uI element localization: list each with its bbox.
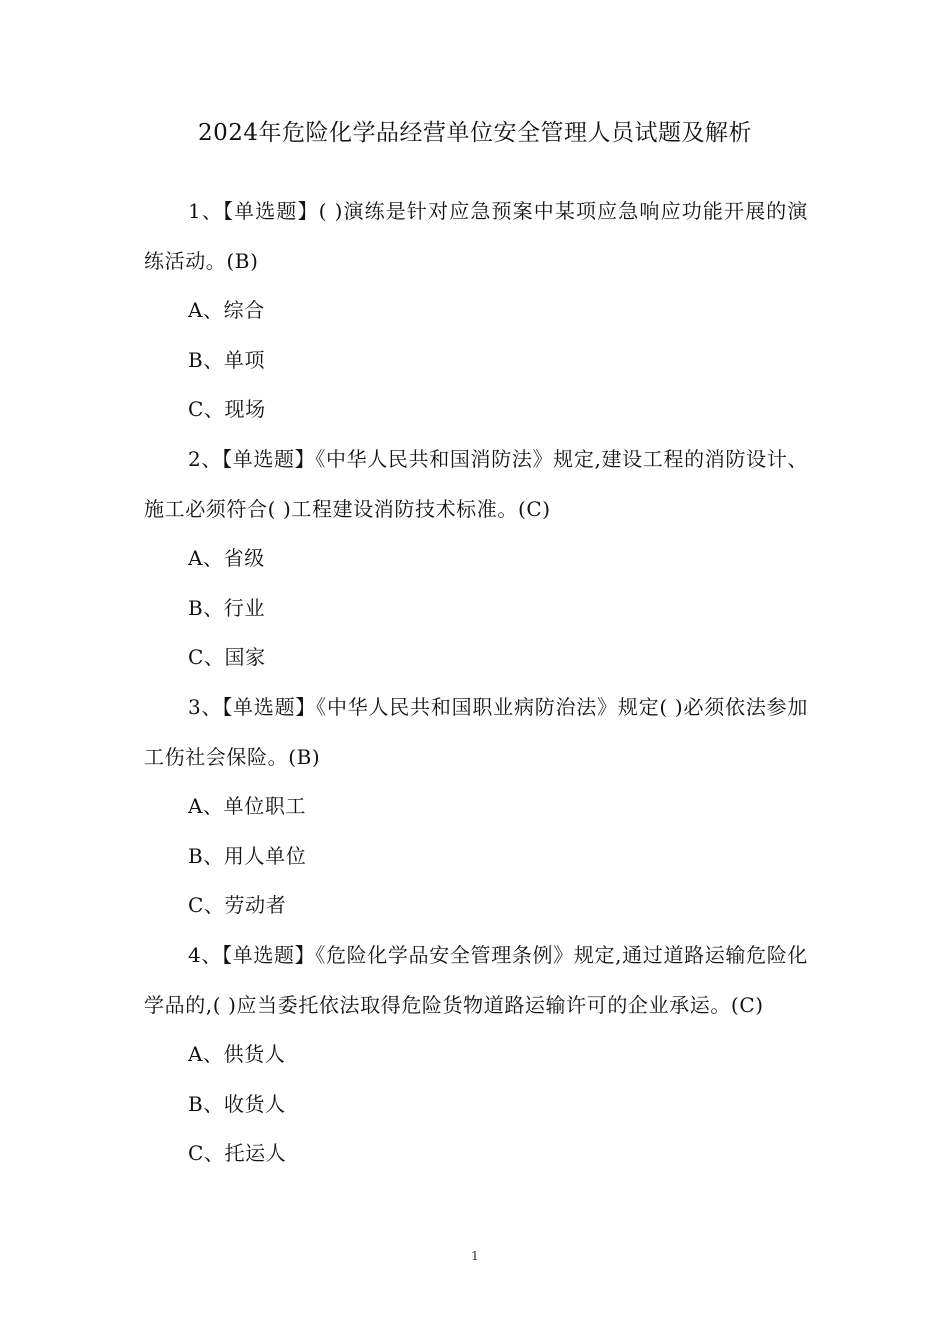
option-b: B、单项 — [188, 347, 266, 372]
option-a: A、单位职工 — [188, 794, 307, 819]
question-3 — [144, 683, 808, 931]
question-text: 3、【单选题】《中华人民共和国职业病防治法》规定( )必须依法参加工伤社会保险。(B) — [144, 694, 808, 769]
option-a: A、供货人 — [188, 1042, 286, 1067]
option-b: B、行业 — [188, 595, 266, 620]
question-text: 1、【单选题】( )演练是针对应急预案中某项应急响应功能开展的演练活动。(B) — [144, 199, 808, 273]
option-b: B、收货人 — [188, 1091, 286, 1116]
page-number: 1 — [471, 1249, 479, 1263]
option-c: C、现场 — [188, 397, 266, 422]
question-text: 4、【单选题】《危险化学品安全管理条例》规定,通过道路运输危险化学品的,( )应当委托依法取得危险货物道路运输许可的企业承运。(C) — [144, 942, 808, 1017]
option-c: C、劳动者 — [188, 893, 287, 918]
option-b: B、用人单位 — [188, 843, 307, 868]
option-c: C、国家 — [188, 645, 266, 670]
document-title: 2024年危险化学品经营单位安全管理人员试题及解析 — [197, 120, 753, 146]
question-2 — [144, 435, 808, 683]
question-list — [144, 187, 808, 1179]
question-4 — [144, 931, 808, 1179]
option-a: A、省级 — [188, 546, 265, 571]
option-a: A、综合 — [188, 298, 265, 323]
option-c: C、托运人 — [188, 1141, 287, 1166]
question-text: 2、【单选题】《中华人民共和国消防法》规定,建设工程的消防设计、施工必须符合( )工程建设消防技术标准。(C) — [144, 446, 808, 521]
question-1 — [144, 187, 808, 435]
